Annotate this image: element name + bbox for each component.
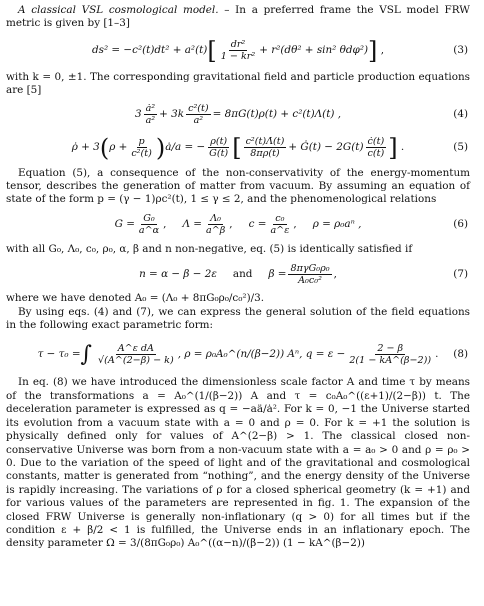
equation-5: ρ̇ + 3 ( ρ + $\frac{p}{\text{c²(t)}}$ ) ȧ/a = − $\frac{\rho(t)}{G(t)}$ [ $\frac{\text{c²(t)Λ̇(t)}}{8\pi\rho(t)}$ + Ġ(t) − 2G(t) $\frac{ċ(t)}{c(t)}$ ] . (5) [71,133,468,162]
equation-number: (8) [453,347,468,360]
equation-number: (6) [453,218,468,231]
paragraph-condition: with all G₀, Λ₀, c₀, ρ₀, α, β and n non-negative, eq. (5) is identically satisfied if [6,242,413,255]
equation-number: (5) [453,140,468,153]
equation-7: n = α − β − 2ε and β = $\frac{\text{8πγG₀ρ₀}}{\text{A₀c₀²}}$ , (7) [139,262,468,286]
equation-8: τ − τ₀ = ∫ $\frac{\text{A\textasciicircum{}ε dA}}{√(A\^{}(2-\beta) - k)}$ , ρ = ρ₀A₀^(n/(β−2)) Aⁿ, q = ε − $\frac{2 - \beta}{2(1 - kA\^{}(\beta-2))}$ . (8) [37,341,468,367]
equation-number: (4) [453,107,468,120]
eq3-rest: + r²(dθ² + sin² θdφ²) [259,44,369,57]
paragraph-a0-definition: where we have denoted A₀ = (Λ₀ + 8πG₀ρ₀/c₀²)/3. [6,292,265,305]
section-title: A classical VSL cosmological model. [18,4,219,16]
paragraph-discussion: In eq. (8) we have introduced the dimensionless scale factor A and time τ by means of the transformations a = A₀^(1/(β−2)) A and τ = c₀A₀^((ε+1)/(2−β)) t. The deceleration parameter is expressed as q = −aä/ȧ². For k = 0, −1 the Universe started its evolution from a vacuum state with a = 0 and ρ = 0. For k = +1 the solution is physically defined only for values of A^(2−β) > 1. The classical closed non-conservative Universe was born from a non-vacuum state with a = a₀ > 0 and ρ = ρ₀ > 0. Due to the variation of the speed of light and of the gravitational and cosmological constants, matter is generated from “nothing”, and the energy density of the Universe is rapidly increasing. The variations of ρ for a closed spherical geometry (k = +1) and for various values of the parameters are represented in fig. 1. The expansion of the closed FRW Universe is generally non-inflationary (q > 0) for all times but if the condition ε + β/2 < 1 is fulfilled, the Universe ends in an inflationary epoch. The density parameter Ω = 3/(8πG₀ρ₀) A₀^((α−n)/(β−2)) (1 − kA^(β−2)) [6,376,470,550]
paragraph-general-solution: By using eqs. (4) and (7), we can express the general solution of the field equations in the following exact parametric form: [6,305,470,332]
equation-6: G = $\frac{\text{G₀}}{a\^{}\alpha}$ , Λ = $\frac{\text{Λ₀}}{a\^{}\beta}$ , c = $\frac{\text{c₀}}{a\^{}\varepsilon}$ , ρ = ρ₀aⁿ , (6) [114,213,468,237]
equation-number: (3) [453,44,468,57]
equation-number: (7) [453,267,468,280]
equation-4: 3 $\frac{\text{ȧ²}}{\text{a²}}$ + 3k $\frac{\text{c²(t)}}{\text{a²}}$ = 8πG(t)ρ(t) + c²(t)Λ(t) , (4) [134,103,468,127]
equation-3: ds² = −c²(t)dt² + a²(t) [ $\frac{\text{dr²}}{\text{1 − kr²}}$ + r²(dθ² + sin² θdφ²) ] , (3) [91,36,468,65]
paragraph-intro [6,4,470,31]
paragraph-equation-of-state: Equation (5), a consequence of the non-conservativity of the energy-momentum tensor, describes the generation of matter from vacuum. By assuming an equation of state of the form p = (γ − 1)ρc²(t), 1 ≤ γ ≤ 2, and the phenomenological relations [6,166,470,206]
integral-sign: ∫ [80,341,93,367]
eq3-fraction: $\frac{\text{dr²}}{\text{1 − kr²}}$ [220,39,256,63]
paragraph-field-eqs: with k = 0, ±1. The corresponding gravitational field and particle production equations are [5] [6,70,470,97]
paragraph-intro-text: – In a preferred frame the VSL model FRW metric is given by [1–3] [6,4,470,30]
eq3-lhs: ds² = −c²(t)dt² + a²(t) [91,44,208,57]
